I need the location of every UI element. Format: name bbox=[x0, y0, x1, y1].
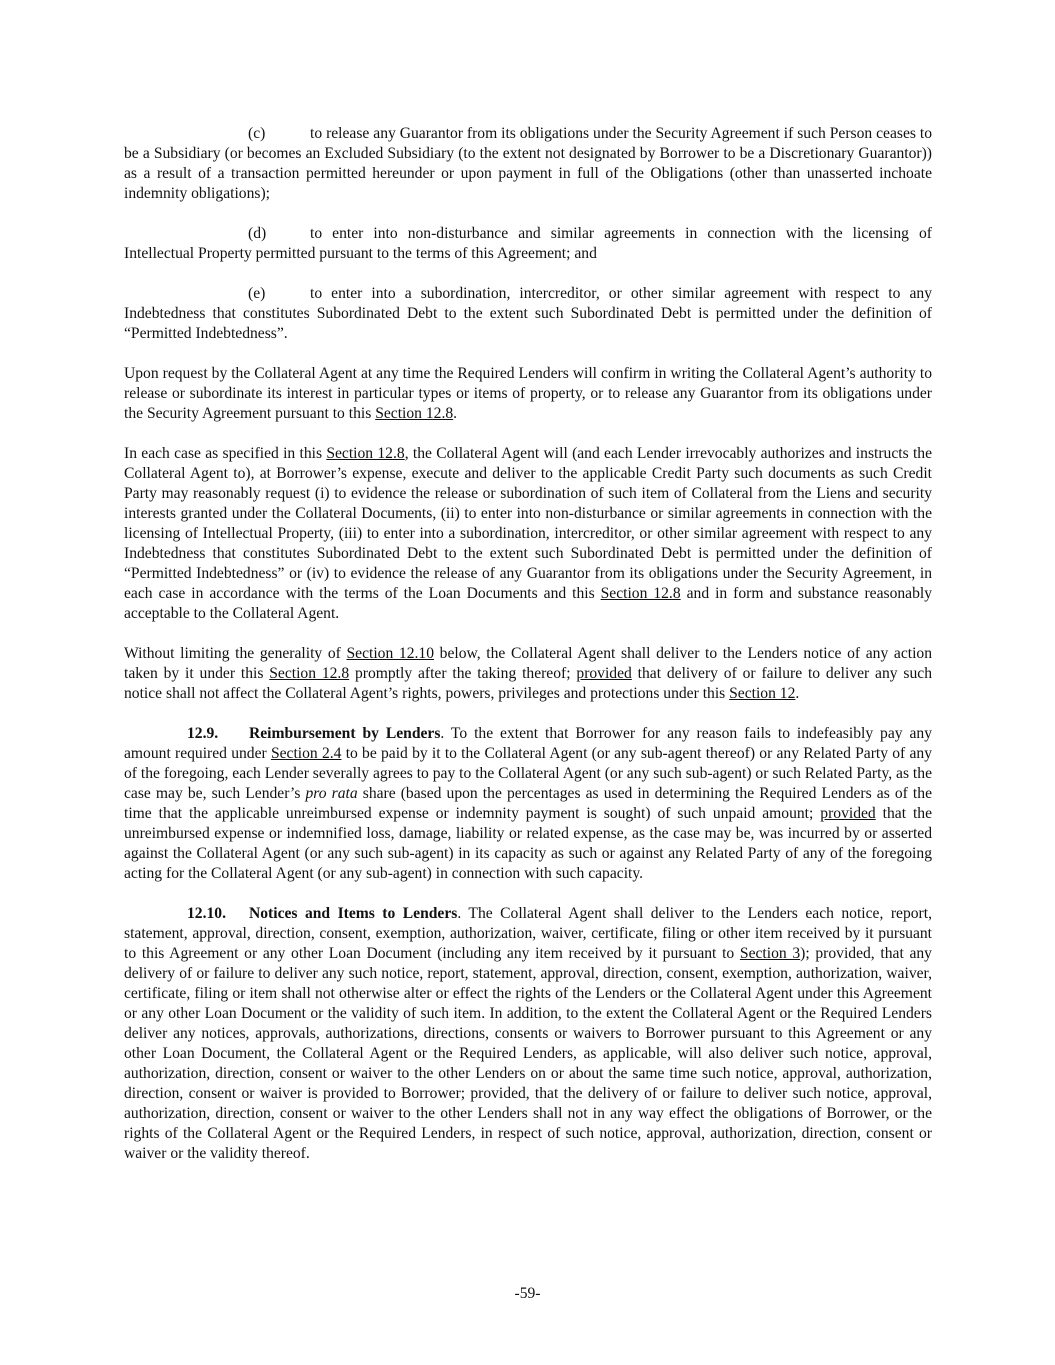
clause-e-label: (e) bbox=[248, 285, 266, 302]
text-run: that the unreimbursed expense or indemnified loss, damage, liability or related expense, as the case may be, was incurred by or asserted against the Collateral Agent (or any such sub-agent) in its capacity as such or against any Related Party of any of the foregoing acting for the Collateral Agent (or any sub-agent) in connection with such capacity. bbox=[124, 805, 933, 882]
italic-term: pro rata bbox=[305, 785, 358, 802]
clause-c-label: (c) bbox=[248, 125, 266, 142]
text-run: share (based upon the percentages as used in determining the Required Lenders as of the time that the applicable unreimbursed expense or indemnity payment is sought) of such unpaid amount; bbox=[124, 785, 932, 822]
text-run: In each case as specified in this bbox=[124, 445, 327, 462]
section-reference: Section 3 bbox=[739, 945, 801, 962]
section-12-9 bbox=[124, 724, 932, 884]
clause-d bbox=[124, 224, 932, 264]
text-run: to be paid by it to the Collateral Agent (or any sub-agent thereof) or any Related Party of any of the foregoing, each Lender severally agrees to pay to the Collateral Agent (or any such sub-agent) or such Related Party, as the case may be, such Lender’s bbox=[124, 745, 932, 802]
text-run: Upon request by the Collateral Agent at any time the Required Lenders will confirm in writing the Collateral Agent’s authority to release or subordinate its interest in particular types or items of property, or to release any Guarantor from its obligations under the Security Agreement pursuant to this bbox=[124, 365, 932, 422]
text-run: . The Collateral Agent shall deliver to the Lenders each notice, report, statement, approval, direction, consent, exemption, authorization, waiver, certificate, filing or other item received by it pursuant to this Agreement or any other Loan Document (including any item received by it pursuant to bbox=[124, 905, 932, 962]
clause-d-text: to enter into non-disturbance and similar agreements in connection with the licensing of Intellectual Property permitted pursuant to the terms of this Agreement; and bbox=[124, 225, 932, 262]
text-run: . bbox=[453, 405, 458, 422]
text-run: . To the extent that Borrower for any reason fails to indefeasibly pay any amount required under bbox=[124, 725, 932, 762]
page-number: -59- bbox=[514, 1285, 541, 1302]
paragraph-each-case bbox=[124, 444, 932, 624]
clause-d-label: (d) bbox=[248, 225, 267, 242]
text-run: below, the Collateral Agent shall deliver to the Lenders notice of any action taken by it under this bbox=[124, 645, 933, 682]
section-reference: Section 12.10 bbox=[346, 645, 434, 662]
text-run: promptly after the taking thereof; bbox=[349, 665, 577, 682]
paragraph-without-limiting bbox=[124, 644, 932, 704]
section-heading: Reimbursement by Lenders bbox=[249, 725, 441, 742]
clause-e bbox=[124, 284, 932, 344]
section-number: 12.9. bbox=[187, 725, 219, 742]
section-reference: Section 12.8 bbox=[375, 405, 454, 422]
section-reference: Section 2.4 bbox=[270, 745, 342, 762]
text-run: that delivery of or failure to deliver any such notice shall not affect the Collateral Agent’s rights, powers, privileges and protections under this bbox=[124, 665, 932, 702]
clause-e-text: to enter into a subordination, intercreditor, or other similar agreement with respect to any Indebtedness that constitutes Subordinated Debt to the extent such Subordinated Debt is permitted under the definition of “Permitted Indebtedness”. bbox=[124, 285, 932, 342]
section-heading: Notices and Items to Lenders bbox=[249, 905, 458, 922]
section-reference: Section 12.8 bbox=[269, 665, 350, 682]
text-run: ); provided, that any delivery of or failure to deliver any such notice, report, statement, approval, direction, consent, exemption, authorization, waiver, certificate, filing or item shall not otherwise alter or effect the rights of the Lenders or the Collateral Agent under this Agreement or any other Loan Document or the validity of such item. In addition, to the extent the Collateral Agent or the Required Lenders deliver any notices, approvals, authorizations, directions, consents or waivers to Borrower pursuant to this Agreement or any other Loan Document, the Collateral Agent or the Required Lenders, as applicable, will also deliver such notice, approval, authorization, direction, consent or waiver to the other Lenders on or about the same time such notice, approval, authorization, direction, consent or waiver is provided to Borrower; provided, that the delivery of or failure to deliver such notice, approval, authorization, direction, consent or waiver to the other Lenders shall not in any way effect the obligations of Borrower, or the rights of the Collateral Agent or the Required Lenders, in respect of such notice, approval, authorization, direction, consent or waiver or the validity thereof. bbox=[124, 945, 932, 1162]
section-12-10 bbox=[124, 904, 932, 1164]
paragraph-upon-request bbox=[124, 364, 932, 424]
section-number: 12.10. bbox=[187, 905, 226, 922]
text-run: . bbox=[795, 685, 800, 702]
document-page bbox=[124, 124, 932, 1184]
text-run: and in form and substance reasonably acceptable to the Collateral Agent. bbox=[124, 585, 933, 622]
text-run: , the Collateral Agent will (and each Lender irrevocably authorizes and instructs the Collateral Agent to), at Borrower’s expense, execute and deliver to the applicable Credit Party such documents as such Credit Party may reasonably request (i) to evidence the release or subordination of such item of Collateral from the Liens and security interests granted under the Collateral Documents, (ii) to enter into non-disturbance or similar agreements in connection with the licensing of Intellectual Property, (iii) to enter into a subordination, intercreditor, or other similar agreement with respect to any Indebtedness that constitutes Subordinated Debt to the extent such Subordinated Debt is permitted under the definition of “Permitted Indebtedness” or (iv) to evidence the release of any Guarantor from its obligations under the Security Agreement, in each case in accordance with the terms of the Loan Documents and this bbox=[124, 445, 932, 602]
provided-term: provided bbox=[820, 805, 876, 822]
section-reference: Section 12.8 bbox=[600, 585, 681, 602]
clause-c bbox=[124, 124, 932, 204]
clause-c-text: to release any Guarantor from its obligations under the Security Agreement if such Person ceases to be a Subsidiary (or becomes an Excluded Subsidiary (to the extent not designated by Borrower to be a Discretionary Guarantor)) as a result of a transaction permitted hereunder or upon payment in full of the Obligations (other than unasserted inchoate indemnity obligations); bbox=[124, 125, 932, 202]
provided-term: provided bbox=[576, 665, 632, 682]
section-reference: Section 12.8 bbox=[326, 445, 405, 462]
section-reference: Section 12 bbox=[729, 685, 796, 702]
text-run: Without limiting the generality of bbox=[124, 645, 347, 662]
